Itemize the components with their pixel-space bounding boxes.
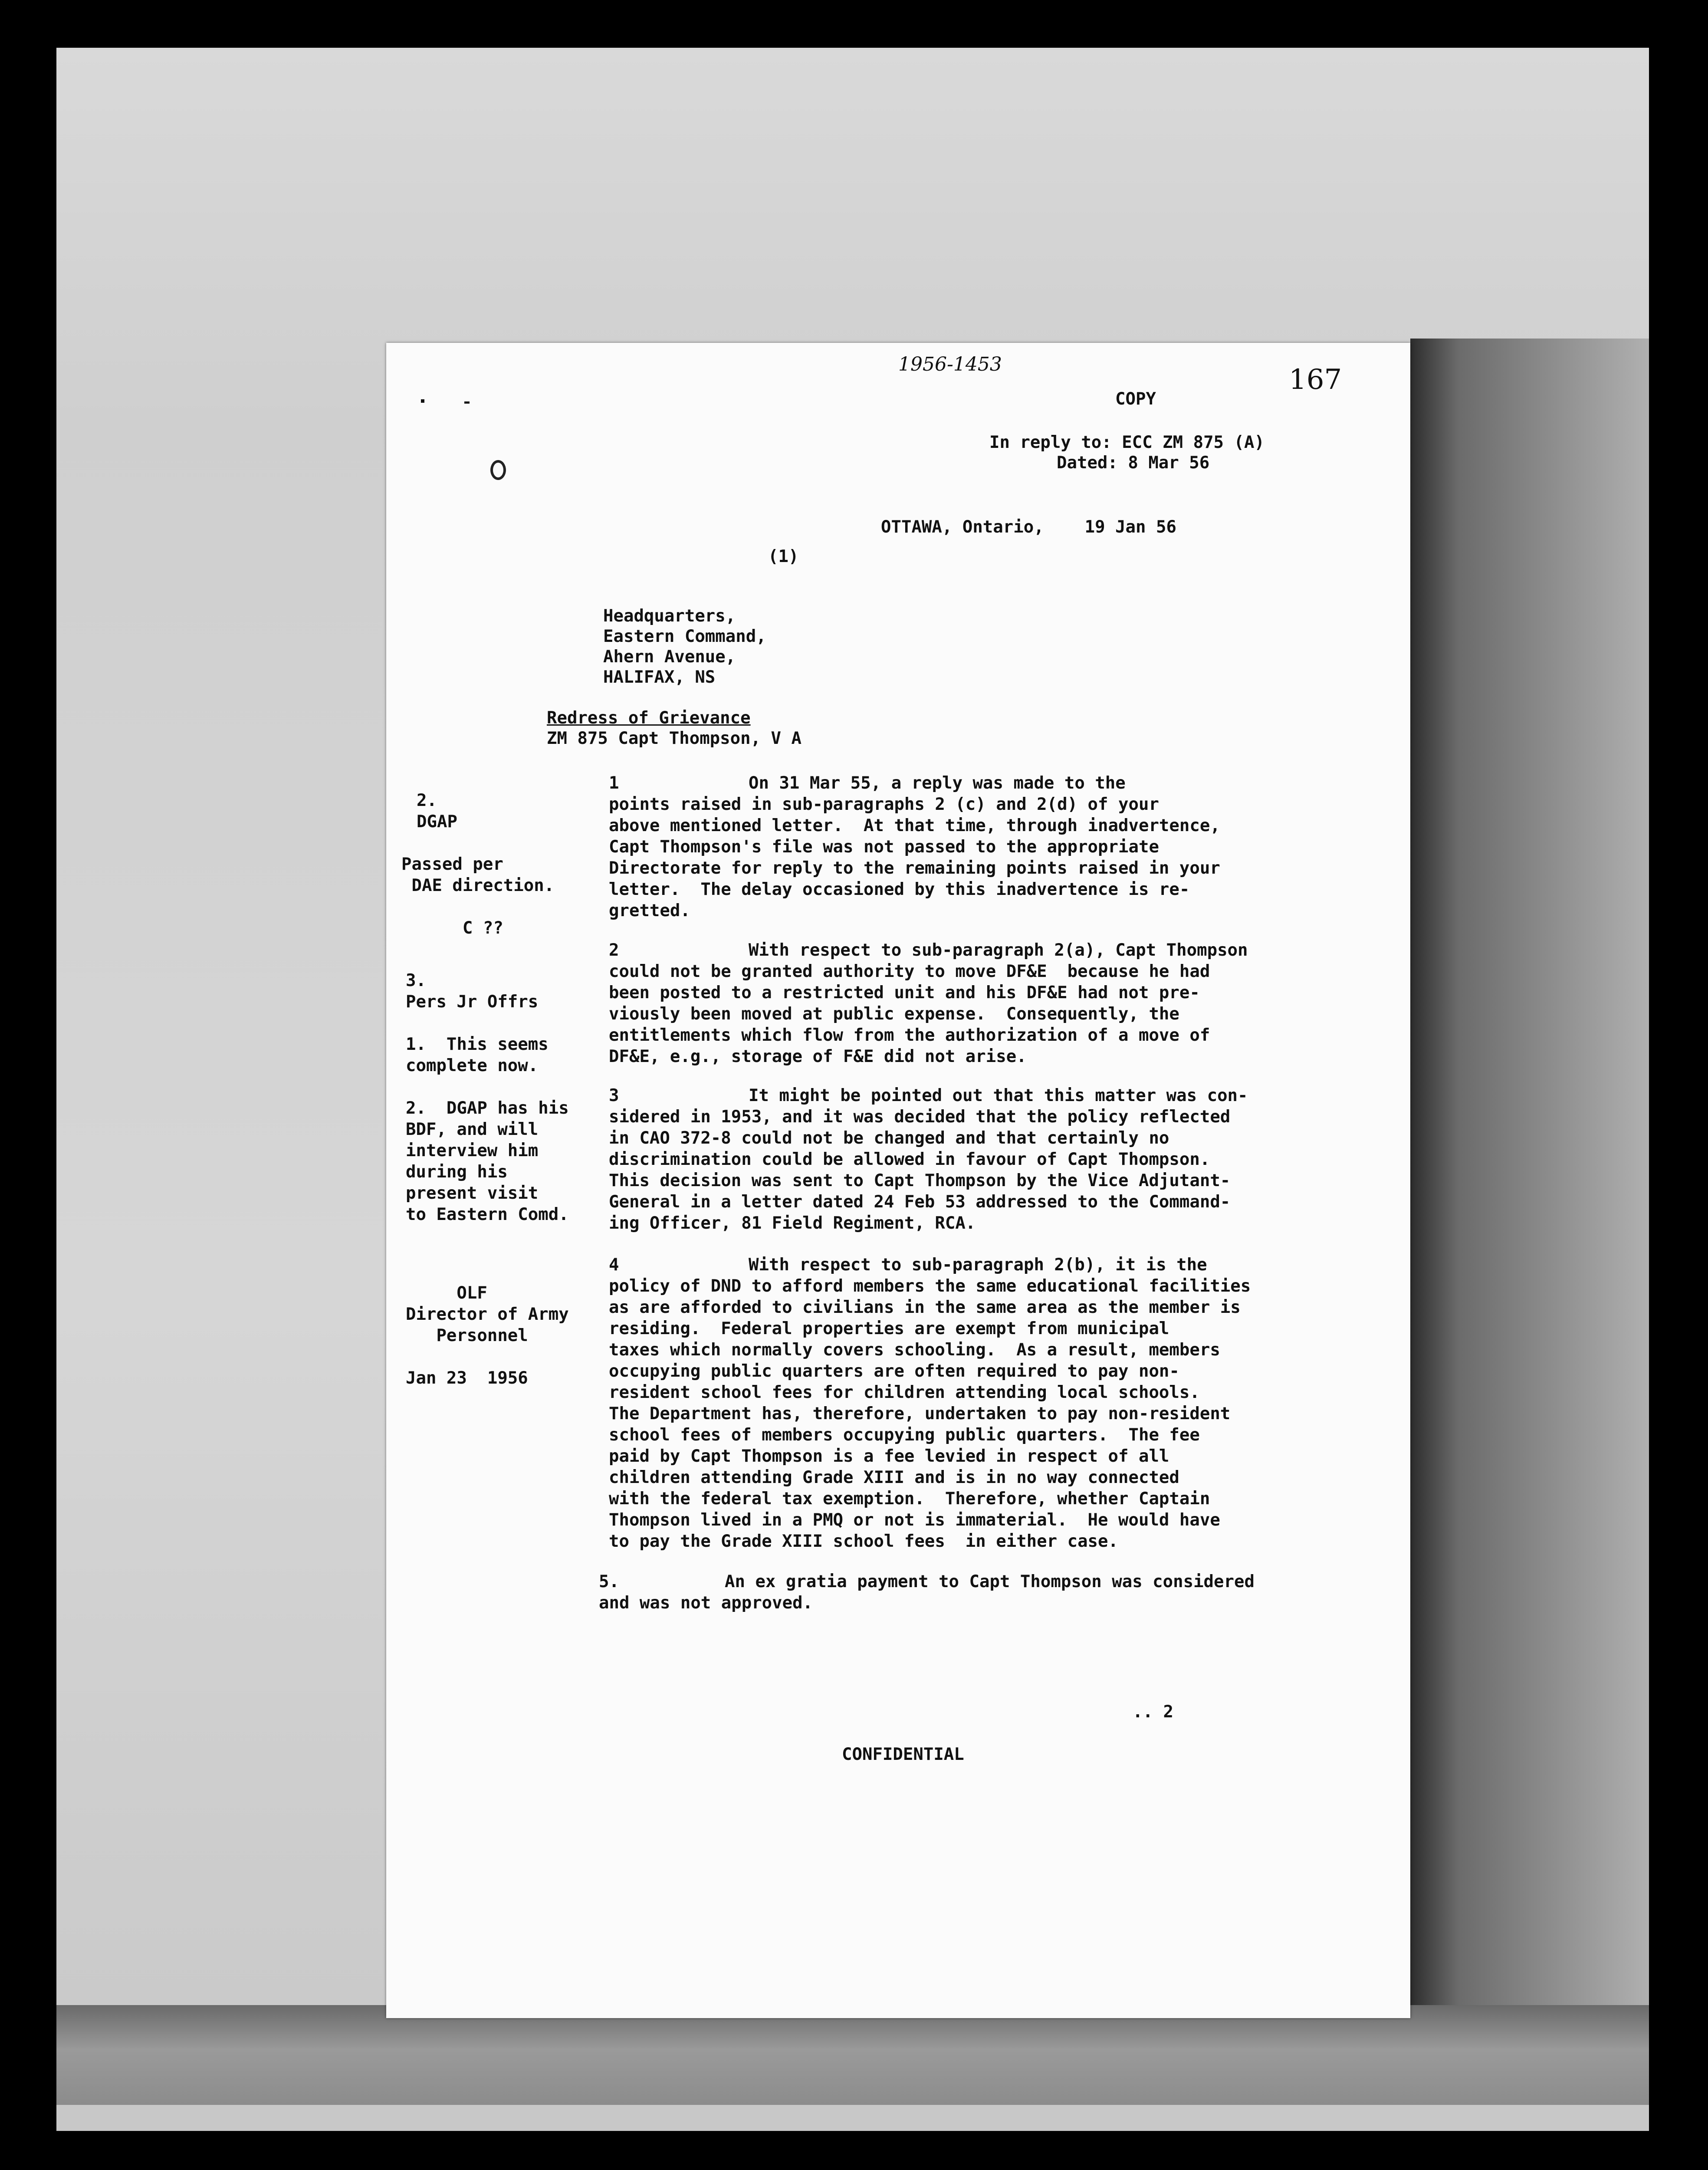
margin-note-line: 3. bbox=[406, 971, 426, 990]
subject-title: Redress of Grievance bbox=[547, 708, 751, 728]
paragraph-number: 3 bbox=[609, 1086, 619, 1105]
paragraph-line: above mentioned letter. At that time, through inadvertence, bbox=[609, 816, 1220, 835]
paragraph-line: Capt Thompson's file was not passed to the appropriate bbox=[609, 837, 1159, 857]
handwritten-file-number: 1956-1453 bbox=[898, 353, 1002, 375]
margin-note-line: Director of Army bbox=[406, 1305, 569, 1324]
paragraph-number: 1 bbox=[609, 773, 619, 793]
paragraph-line: been posted to a restricted unit and his DF&E had not pre- bbox=[609, 983, 1200, 1003]
paragraph-line: policy of DND to afford members the same educational facilities bbox=[609, 1276, 1251, 1296]
margin-note-line: Jan 23 1956 bbox=[406, 1368, 528, 1388]
paragraph-line: On 31 Mar 55, a reply was made to the bbox=[749, 773, 1126, 793]
margin-note-line: OLF bbox=[406, 1283, 487, 1303]
paragraph-line: as are afforded to civilians in the same area as the member is bbox=[609, 1298, 1241, 1317]
paragraph-line: With respect to sub-paragraph 2(a), Capt Thompson bbox=[749, 940, 1248, 960]
paragraph-line: sidered in 1953, and it was decided that the policy reflected bbox=[609, 1107, 1231, 1127]
margin-note-line: 2. bbox=[417, 791, 437, 810]
security-classification: CONFIDENTIAL bbox=[842, 1745, 964, 1764]
paragraph-line: and was not approved. bbox=[599, 1593, 813, 1613]
margin-note-line: 2. DGAP has his bbox=[406, 1098, 569, 1118]
margin-note-line: present visit bbox=[406, 1184, 539, 1203]
paragraph-line: It might be pointed out that this matter was con- bbox=[749, 1086, 1248, 1105]
reply-reference: In reply to: ECC ZM 875 (A) bbox=[989, 433, 1265, 452]
paragraph-line: viously been moved at public expense. Consequently, the bbox=[609, 1004, 1179, 1024]
margin-note-line: DGAP bbox=[417, 812, 457, 832]
paragraph-line: resident school fees for children attending local schools. bbox=[609, 1383, 1200, 1402]
reply-date: Dated: 8 Mar 56 bbox=[1057, 453, 1210, 473]
margin-note-line: DAE direction. bbox=[401, 876, 555, 895]
margin-note-line: C ?? bbox=[401, 918, 503, 938]
ink-speck bbox=[421, 399, 424, 403]
paragraph-line: General in a letter dated 24 Feb 53 addressed to the Command- bbox=[609, 1192, 1231, 1212]
margin-note-line: Passed per bbox=[401, 855, 503, 874]
page-stamp-number: 167 bbox=[1289, 364, 1342, 396]
document-page bbox=[386, 343, 1410, 2018]
paragraph-line: with the federal tax exemption. Therefore, whether Captain bbox=[609, 1489, 1210, 1509]
margin-note-line: BDF, and will bbox=[406, 1120, 539, 1139]
margin-note-line: Pers Jr Offrs bbox=[406, 992, 539, 1012]
paragraph-number: 2 bbox=[609, 940, 619, 960]
address-line: Headquarters, bbox=[603, 606, 736, 626]
paragraph-line: residing. Federal properties are exempt from municipal bbox=[609, 1319, 1169, 1338]
margin-note-line: to Eastern Comd. bbox=[406, 1205, 569, 1224]
margin-note-line: during his bbox=[406, 1162, 508, 1182]
paragraph-line: The Department has, therefore, undertaken to pay non-resident bbox=[609, 1404, 1231, 1424]
subject-reference: ZM 875 Capt Thompson, V A bbox=[547, 729, 801, 748]
paragraph-line: in CAO 372-8 could not be changed and that certainly no bbox=[609, 1128, 1169, 1148]
continuation-marker: .. 2 bbox=[1133, 1702, 1173, 1722]
paragraph-number: 4 bbox=[609, 1255, 619, 1275]
paragraph-line: An ex gratia payment to Capt Thompson was considered bbox=[725, 1572, 1255, 1591]
paragraph-line: discrimination could be allowed in favour of Capt Thompson. bbox=[609, 1150, 1210, 1169]
paragraph-line: taxes which normally covers schooling. As a result, members bbox=[609, 1340, 1220, 1360]
paragraph-number: 5. bbox=[599, 1572, 619, 1591]
paragraph-line: ing Officer, 81 Field Regiment, RCA. bbox=[609, 1213, 976, 1233]
margin-note-line: complete now. bbox=[406, 1056, 539, 1075]
copy-label: COPY bbox=[1115, 389, 1156, 409]
ink-speck bbox=[464, 401, 470, 404]
reference-marker: (1) bbox=[768, 547, 799, 566]
margin-note-line: interview him bbox=[406, 1141, 539, 1161]
address-line: Ahern Avenue, bbox=[603, 647, 736, 667]
paragraph-line: children attending Grade XIII and is in no way connected bbox=[609, 1468, 1179, 1487]
paragraph-line: Thompson lived in a PMQ or not is immaterial. He would have bbox=[609, 1510, 1220, 1530]
paragraph-line: Directorate for reply to the remaining points raised in your bbox=[609, 858, 1220, 878]
paragraph-line: points raised in sub-paragraphs 2 (c) and 2(d) of your bbox=[609, 795, 1159, 814]
paragraph-line: DF&E, e.g., storage of F&E did not arise. bbox=[609, 1047, 1027, 1066]
paragraph-line: could not be granted authority to move DF&E because he had bbox=[609, 962, 1210, 981]
paragraph-line: With respect to sub-paragraph 2(b), it is the bbox=[749, 1255, 1207, 1275]
paragraph-line: gretted. bbox=[609, 901, 690, 921]
paragraph-line: to pay the Grade XIII school fees in either case. bbox=[609, 1532, 1118, 1551]
margin-note-line: Personnel bbox=[406, 1326, 528, 1345]
paragraph-line: entitlements which flow from the authorization of a move of bbox=[609, 1026, 1210, 1045]
scan-edge-bottom bbox=[56, 2005, 1649, 2105]
paragraph-line: paid by Capt Thompson is a fee levied in respect of all bbox=[609, 1447, 1169, 1466]
paragraph-line: letter. The delay occasioned by this inadvertence is re- bbox=[609, 880, 1190, 899]
paragraph-line: school fees of members occupying public quarters. The fee bbox=[609, 1425, 1200, 1445]
address-line: HALIFAX, NS bbox=[603, 667, 716, 687]
paragraph-line: This decision was sent to Capt Thompson by the Vice Adjutant- bbox=[609, 1171, 1231, 1190]
scan-edge-right bbox=[1410, 339, 1649, 2005]
punch-hole-mark bbox=[490, 460, 506, 480]
address-line: Eastern Command, bbox=[603, 627, 766, 646]
place-and-date: OTTAWA, Ontario, 19 Jan 56 bbox=[881, 517, 1176, 537]
margin-note-line: 1. This seems bbox=[406, 1035, 549, 1054]
paragraph-line: occupying public quarters are often required to pay non- bbox=[609, 1361, 1179, 1381]
